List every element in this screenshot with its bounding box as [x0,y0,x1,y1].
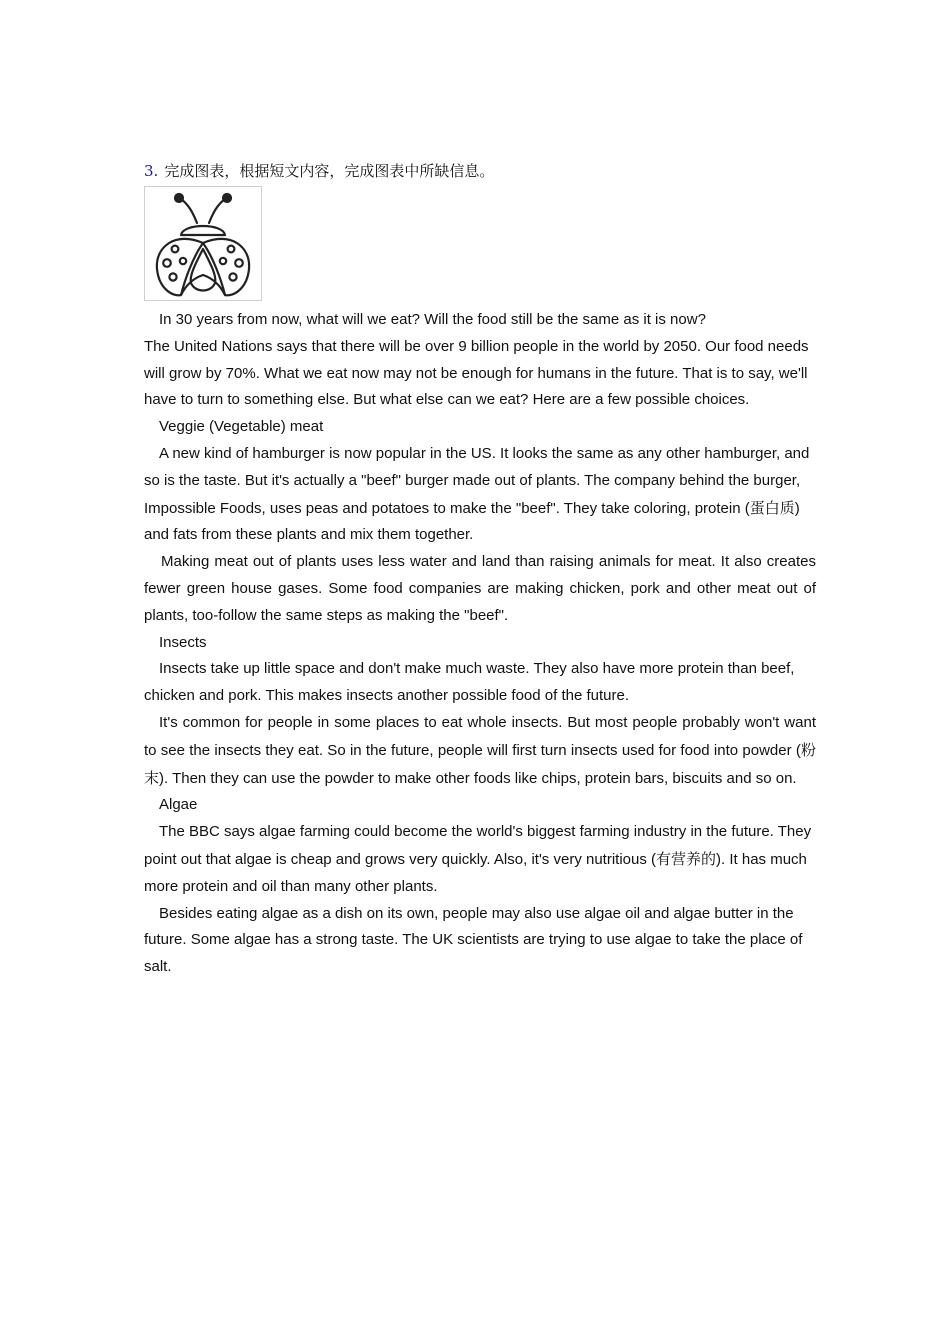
insects-paragraph-1: Insects take up little space and don't make much waste. They also have more protein than beef, chicken and pork. This makes insects another possible food of the future. [144,660,795,705]
insects-paragraph-2: It's common for people in some places to eat whole insects. But most people probably won't want to see the insects they eat. So in the future, people will first turn insects used for food into powder (粉末). Then they can use the powder to make other foods like chips, protein bars, biscuits and so on. [144,713,816,787]
algae-paragraph-2: Besides eating algae as a dish on its own, people may also use algae oil and algae butter in the future. Some algae has a strong taste. The UK scientists are trying to use algae to take the place of salt. [144,904,803,976]
question-prompt: 完成图表，根据短文内容，完成图表中所缺信息。 [164,162,495,180]
question-number: 3. [144,162,159,180]
document-page [144,158,816,981]
article-body [144,307,816,981]
veggie-paragraph-2: Making meat out of plants uses less water and land than raising animals for meat. It also creates fewer green house gases. Some food companies are making chicken, pork and other meat out of plants, too-follow the same steps as making the "beef". [144,553,816,624]
intro-paragraph-1: In 30 years from now, what will we eat? Will the food still be the same as it is now? [159,311,706,328]
ladybug-icon [145,187,261,300]
intro-paragraph-2: The United Nations says that there will be over 9 billion people in the world by 2050. Our food needs will grow by 70%. What we eat now may not be enough for humans in the future. That is to say, we'll have to turn to something else. But what else can we eat? Here are a few possible choices. [144,337,809,409]
question-header [144,158,816,184]
section-heading-algae: Algae [159,796,198,814]
section-heading-veggie: Veggie (Vegetable) meat [159,418,324,436]
ladybug-figure [144,186,262,301]
algae-paragraph-1: The BBC says algae farming could become the world's biggest farming industry in the future. They point out that algae is cheap and grows very quickly. Also, it's very nutritious (有营养的). It has much more protein and oil than many other plants. [144,823,812,895]
veggie-paragraph-1: A new kind of hamburger is now popular in the US. It looks the same as any other hamburger, and so is the taste. But it's actually a "beef" burger made out of plants. The company behind the burger, Impossible Foods, uses peas and potatoes to make the "beef". They take coloring, protein (蛋白质) and fats from these plants and mix them together. [144,444,810,544]
section-heading-insects: Insects [159,633,207,651]
